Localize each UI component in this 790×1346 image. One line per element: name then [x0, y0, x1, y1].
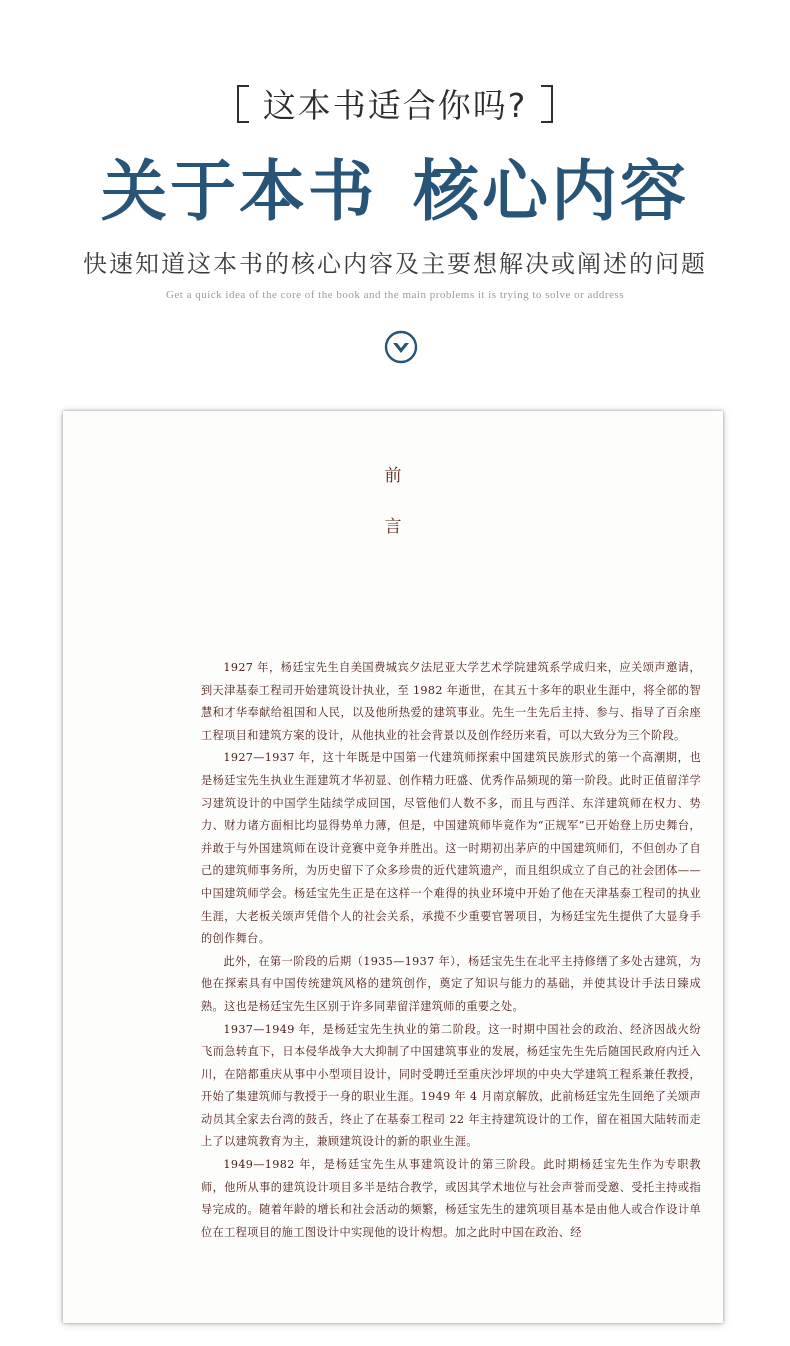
main-title-part2: 核心内容	[413, 152, 689, 230]
preface-paragraph: 1949—1982 年，是杨廷宝先生从事建筑设计的第三阶段。此时期杨廷宝先生作为专职教师，他所从事的建筑设计项目多半是结合教学，或因其学术地位与社会声誉而受邀、受托主持或指导完成的。随着年龄的增长和社会活动的频繁，杨廷宝先生的建筑项目基本是由他人或合作设计单位在工程项目的施工图设计中实现他的设计构想。加之此时中国在政治、经	[201, 1158, 701, 1239]
main-title	[0, 138, 790, 233]
book-page	[63, 411, 723, 1323]
preface-heading-char-1: 前	[384, 466, 402, 486]
preface-paragraph: 1927—1937 年，这十年既是中国第一代建筑师探索中国建筑民族形式的第一个高潮期，也是杨廷宝先生执业生涯建筑才华初显、创作精力旺盛、优秀作品频现的第一阶段。此时正值留洋学习建筑设计的中国学生陆续学成回国，尽管他们人数不多，而且与西洋、东洋建筑师在权力、势力、财力诸方面相比均显得势单力薄，但是，中国建筑师毕竟作为“正规军”已开始登上历史舞台，并敢于与外国建筑师在设计竞赛中竞争并胜出。这一时期初出茅庐的中国建筑师们，不但创办了自己的建筑师事务所，为历史留下了众多珍贵的近代建筑遗产，而且组织成立了自己的社会团体——中国建筑师学会。杨廷宝先生正是在这样一个难得的执业环境中开始了他在天津基泰工程司的执业生涯，大老板关颂声凭借个人的社会关系，承揽不少重要官署项目，为杨廷宝先生提供了大显身手的创作舞台。	[201, 751, 701, 946]
right-bracket-decoration	[541, 85, 553, 123]
preface-paragraph: 此外，在第一阶段的后期（1935—1937 年），杨廷宝先生在北平主持修缮了多处古建筑，为他在探索具有中国传统建筑风格的建筑创作，奠定了知识与能力的基础，并使其设计手法日臻成熟。这也是杨廷宝先生区别于许多同辈留洋建筑师的重要之处。	[201, 954, 701, 1013]
page-header	[0, 0, 790, 400]
preface-paragraph: 1937—1949 年，是杨廷宝先生执业的第二阶段。这一时期中国社会的政治、经济因战火纷飞而急转直下，日本侵华战争大大抑制了中国建筑事业的发展，杨廷宝先生先后随国民政府内迁入川，在陪都重庆从事中小型项目设计，同时受聘迁至重庆沙坪坝的中央大学建筑工程系兼任教授，开始了集建筑师与教授于一身的职业生涯。1949 年 4 月南京解放，此前杨廷宝先生回绝了关颂声动员其全家去台湾的鼓舌，终止了在基泰工程司 22 年主持建筑设计的工作，留在祖国大陆转而走上了以建筑教育为主，兼顾建筑设计的新的职业生涯。	[201, 1022, 701, 1149]
question-row	[0, 80, 790, 127]
english-subtitle: Get a quick idea of the core of the book and the main problems it is trying to solve or address	[165, 289, 625, 301]
chevron-down-circle-icon	[384, 330, 418, 364]
preface-body	[201, 657, 701, 1244]
main-title-part1: 关于本书	[101, 152, 377, 230]
preface-heading-char-2: 言	[384, 517, 402, 537]
preface-paragraph: 1927 年，杨廷宝先生自美国费城宾夕法尼亚大学艺术学院建筑系学成归来，应关颂声邀请，到天津基泰工程司开始建筑设计执业，至 1982 年逝世，在其五十多年的职业生涯中，将全部的智慧和才华奉献给祖国和人民，以及他所热爱的建筑事业。先生一生先后主持、参与、指导了百余座工程项目和建筑方案的设计，从他执业的社会背景以及创作经历来看，可以大致分为三个阶段。	[201, 661, 701, 742]
left-bracket-decoration	[237, 85, 249, 123]
question-heading: 这本书适合你吗?	[262, 86, 528, 125]
subtitle: 快速知道这本书的核心内容及主要想解决或阐述的问题	[83, 250, 707, 278]
